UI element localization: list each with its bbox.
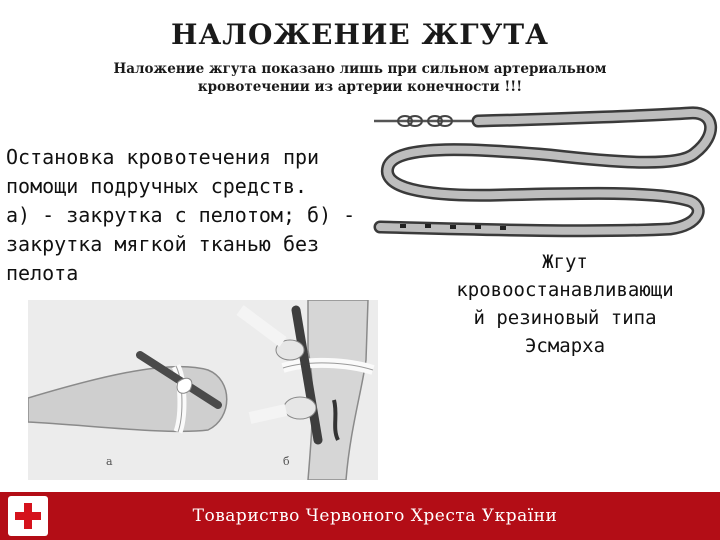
caption-line: кровоостанавливающи — [456, 279, 674, 301]
left-description — [6, 143, 366, 288]
subtitle-line-1: Наложение жгута показано лишь при сильном артериальном — [113, 61, 607, 77]
caption-line: Жгут — [542, 251, 588, 273]
red-cross-icon — [8, 496, 48, 536]
figure-label-b: б — [283, 455, 290, 468]
caption-line: Эсмарха — [524, 335, 606, 357]
subtitle-line-2: кровотечении из артерии конечности !!! — [197, 79, 523, 95]
slide-title: НАЛОЖЕНИЕ ЖГУТА — [171, 18, 549, 51]
tourniquet-caption — [420, 248, 710, 360]
caption-line: й резиновый типа — [473, 307, 657, 329]
slide-subtitle — [60, 60, 660, 96]
left-text-line: закрутка мягкой тканью без — [6, 232, 320, 256]
figure-label-a: а — [106, 455, 113, 468]
left-text-line: Остановка кровотечения при — [6, 145, 320, 169]
left-text-line: пелота — [6, 261, 79, 285]
left-text-line: помощи подручных средств. — [6, 174, 308, 198]
left-text-line: а) - закрутка с пелотом; б) - — [6, 203, 356, 227]
footer-bar — [0, 492, 720, 540]
footer-organization: Товариство Червоного Хреста України — [192, 506, 558, 526]
improvised-tourniquet-illustration — [28, 300, 378, 480]
tourniquet-image — [360, 105, 720, 245]
